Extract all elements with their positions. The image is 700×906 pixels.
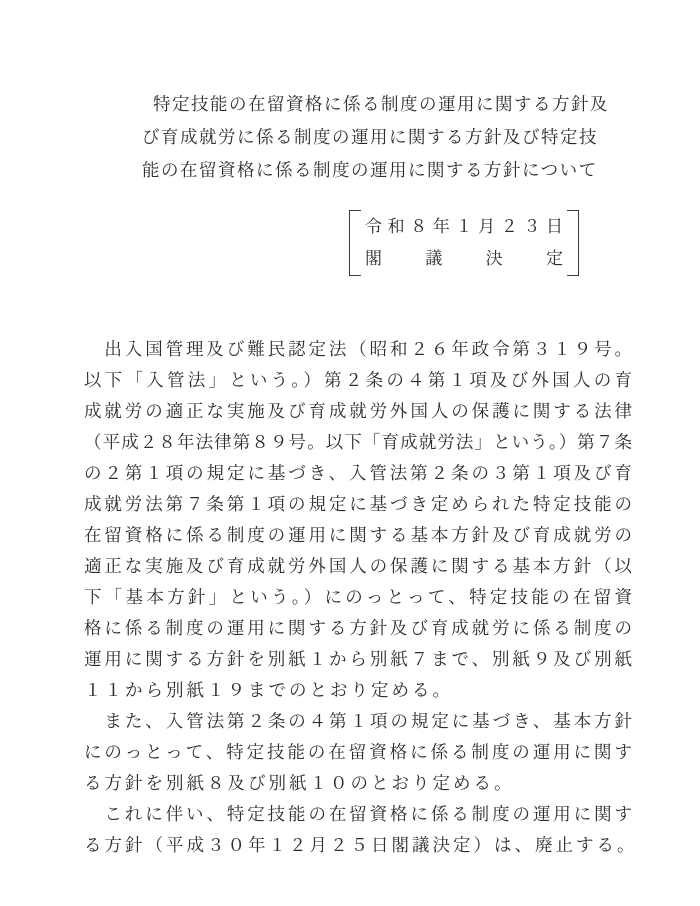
body-line: （平成２８年法律第８９号。以下「育成就労法」という。）第７条 — [84, 432, 632, 452]
paragraph — [84, 334, 632, 706]
cabinet-decision-box — [349, 210, 579, 276]
decision-date: 令和８年１月２３日 — [365, 217, 563, 236]
decision-label: 閣議決定 — [365, 249, 563, 268]
body-line: 成就労の適正な実施及び育成就労外国人の保護に関する法律 — [84, 401, 632, 421]
body-line: る方針（平成３０年１２月２５日閣議決定）は、廃止する。 — [84, 835, 638, 855]
body-line: 格に係る制度の運用に関する方針及び育成就労に係る制度の — [84, 618, 632, 638]
paragraph — [84, 706, 632, 799]
left-bracket — [349, 210, 361, 276]
body-line: 下「基本方針」という。）にのっとって、特定技能の在留資 — [84, 587, 632, 607]
right-bracket — [567, 210, 579, 276]
body-line: 運用に関する方針を別紙１から別紙７まで、別紙９及び別紙 — [84, 649, 632, 669]
title-line: 特定技能の在留資格に係る制度の運用に関する方針及 — [153, 94, 609, 114]
body-line: の２第１項の規定に基づき、入管法第２条の３第１項及び育 — [84, 463, 632, 483]
body-line: これに伴い、特定技能の在留資格に係る制度の運用に関す — [84, 804, 632, 824]
title-line: 能の在留資格に係る制度の運用に関する方針について — [142, 160, 598, 180]
body-line: 在留資格に係る制度の運用に関する基本方針及び育成就労の — [84, 525, 632, 545]
body-line: 適正な実施及び育成就労外国人の保護に関する基本方針（以 — [84, 556, 632, 576]
decision-box-inner — [365, 211, 563, 275]
body-line: にのっとって、特定技能の在留資格に係る制度の運用に関す — [84, 742, 632, 762]
body-line: 出入国管理及び難民認定法（昭和２６年政令第３１９号。 — [84, 339, 632, 359]
body-line: 以下「入管法」という。）第２条の４第１項及び外国人の育 — [84, 370, 632, 390]
document-title — [142, 88, 612, 187]
title-line: び育成就労に係る制度の運用に関する方針及び特定技 — [142, 127, 598, 147]
body-line: る方針を別紙８及び別紙１０のとおり定める。 — [84, 773, 515, 793]
body-line: また、入管法第２条の４第１項の規定に基づき、基本方針 — [84, 711, 632, 731]
paragraph — [84, 799, 638, 861]
document-body — [84, 334, 638, 861]
body-line: １１から別紙１９までのとおり定める。 — [84, 680, 453, 700]
body-line: 成就労法第７条第１項の規定に基づき定められた特定技能の — [84, 494, 632, 514]
